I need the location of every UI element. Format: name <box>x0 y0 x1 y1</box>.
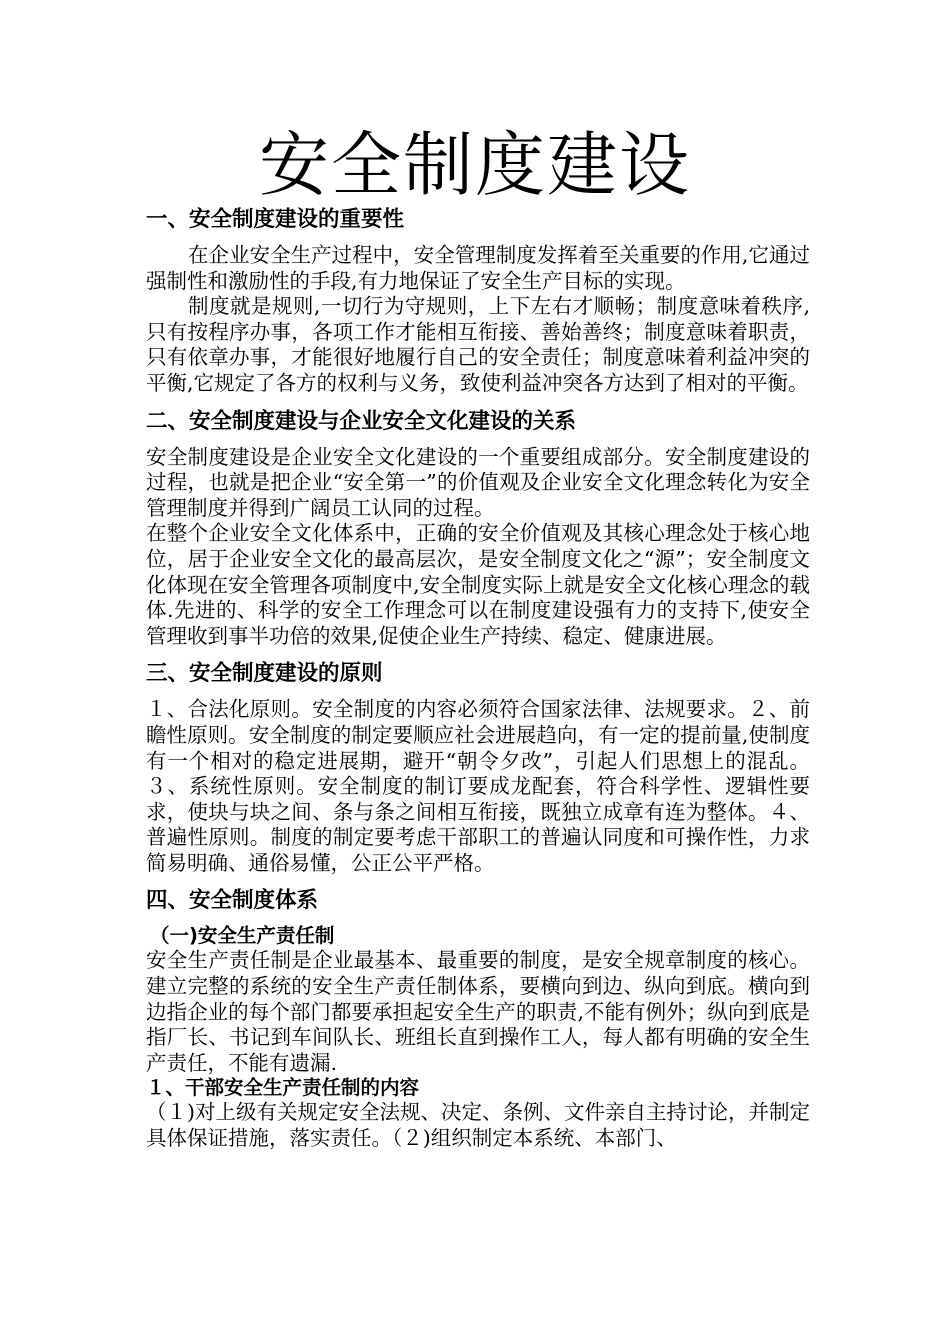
subsection-heading: （一)安全生产责任制 <box>150 924 335 948</box>
section-relationship <box>146 409 810 650</box>
section-heading: 一、安全制度建设的重要性 <box>146 207 405 232</box>
section-heading: 二、安全制度建设与企业安全文化建设的关系 <box>146 408 577 434</box>
paragraph: 安全生产责任制是企业最基本、最重要的制度，是安全规章制度的核心。建立完整的系统的安全生产责任制体系，要横向到边、纵向到底。横向到边指企业的每个部门都要承担起安全生产的职责,不能有例外；纵向到底是指厂长、书记到车间队长、班组长直到操作工人，每人都有明确的安全生产责任，不能有遗漏. <box>146 948 810 1075</box>
section-importance <box>146 207 810 397</box>
document-body <box>146 207 810 1152</box>
section-principles <box>146 661 810 876</box>
document-title: 安全制度建设 <box>259 124 691 206</box>
paragraph: 在企业安全生产过程中，安全管理制度发挥着至关重要的作用,它通过强制性和激励性的手段,有力地保证了安全生产目标的实现。 <box>146 243 810 293</box>
section-heading: 四、安全制度体系 <box>146 888 319 914</box>
paragraph: 在整个企业安全文化体系中，正确的安全价值观及其核心理念处于核心地位，居于企业安全文化的最高层次，是安全制度文化之“源”；安全制度文化体现在安全管理各项制度中,安全制度实际上就是安全文化核心理念的载体.先进的、科学的安全工作理念可以在制度建设强有力的支持下,使安全管理收到事半功倍的效果,促使企业生产持续、稳定、健康进展。 <box>146 521 810 648</box>
paragraph: 安全制度建设是企业安全文化建设的一个重要组成部分。安全制度建设的过程，也就是把企业“安全第一”的价值观及企业安全文化理念转化为安全管理制度并得到广阔员工认同的过程。 <box>146 444 810 520</box>
section-system <box>146 888 810 1151</box>
section-heading: 三、安全制度建设的原则 <box>146 661 383 687</box>
paragraph: １、合法化原则。安全制度的内容必须符合国家法律、法规要求。２、前瞻性原则。安全制度的制定要顺应社会进展趋向，有一定的提前量,使制度有一个相对的稳定进展期，避开“朝令夕改”，引起人们思想上的混乱。３、系统性原则。安全制度的制订要成龙配套，符合科学性、逻辑性要求，使块与块之间、条与条之间相互衔接，既独立成章有连为整体。４、普遍性原则。制度的制定要考虑干部职工的普遍认同度和可操作性，力求简易明确、通俗易懂，公正公平严格。 <box>146 697 810 875</box>
paragraph: （１)对上级有关规定安全法规、决定、条例、文件亲自主持讨论，并制定具体保证措施，落实责任。（２)组织制定本系统、本部门、 <box>146 1100 810 1151</box>
subsection-heading: １、干部安全生产责任制的内容 <box>146 1076 420 1100</box>
paragraph: 制度就是规则,一切行为守规则，上下左右才顺畅；制度意味着秩序,只有按程序办事，各项工作才能相互衔接、善始善终；制度意味着职责，只有依章办事，才能很好地履行自己的安全责任；制度意味着利益冲突的平衡,它规定了各方的权利与义务，致使利益冲突各方达到了相对的平衡。 <box>146 294 810 395</box>
